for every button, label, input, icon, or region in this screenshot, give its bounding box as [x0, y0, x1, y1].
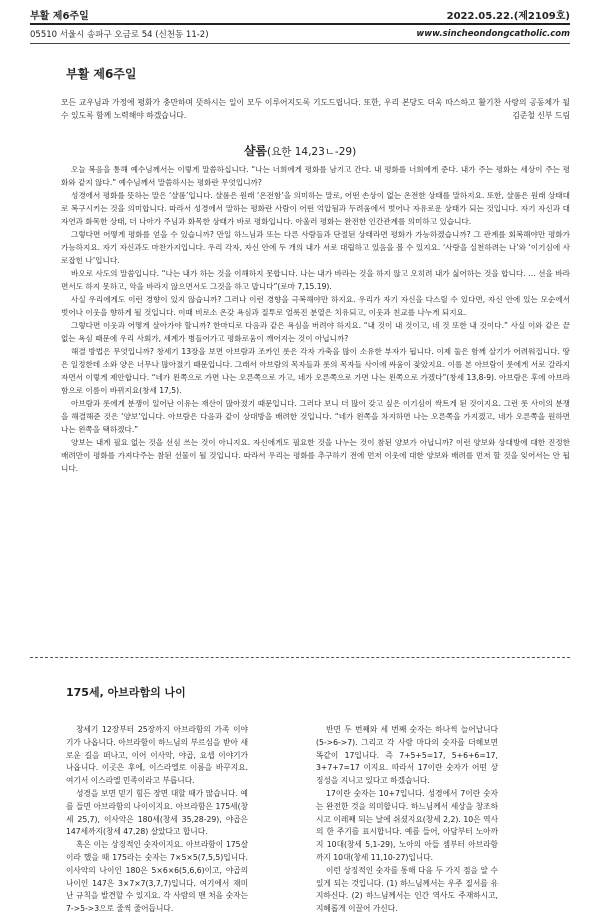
- sermon-paragraph: 해결 방법은 무엇입니까? 창세기 13장을 보면 아브람과 조카인 롯은 각자 가축을 많이 소유한 부자가 됩니다. 이제 둘은 함께 살기가 어려워집니다. 땅은 일정한데 소와 양은 너무나 많아졌기 때문입니다. 그래서 아브람의 목자들과 롯의 목자들 사이에 싸움이 잦았지요. 이를 본 아브람이 롯에게 서로 갈라지자면서 이렇게 제안합니다. “네가 왼쪽으로 가면 나는 오른쪽으로 가고, 네가 오른쪽으로 가면 나는 왼쪽으로 가겠다”(창세 13,8-9). 아브람은 후에 아브라함으로 이름이 바뀌지요(창세 17,5).: [61, 347, 570, 395]
- article-title: 175세, 아브라함의 나이: [66, 686, 186, 699]
- sermon-heading: [0, 142, 600, 159]
- masthead-sub: [30, 27, 570, 41]
- intro-block: [61, 96, 570, 122]
- intro-title: 부활 제6주일: [66, 67, 137, 81]
- article-paragraph: 혹은 이는 상징적인 숫자이지요. 아브라함이 175살이라 했을 때 175라는 숫자는 7×5×5(7,5,5)입니다. 이사악의 나이인 180은 5×6×6(5,6,6)이고, 야곱의 나이인 147은 3×7×7(3,7,7)입니다. 여기에서 재미난 규칙을 발견할 수 있지요. 각 사람의 맨 처음 숫자는 7->5->3으로 줄씩 줄어듭니다.: [66, 840, 248, 914]
- parish-address: 05510 서울시 송파구 오금로 54 (신천동 11-2): [30, 30, 209, 40]
- sermon-paragraph: 성경에서 평화를 뜻하는 말은 ‘샬롬’입니다. 샬롬은 원래 ‘온전함’을 의미하는 말로, 어떤 손상이 없는 온전한 상태를 말하지요. 또한, 샬롬은 원래 상태대로 복구시키는 것을 의미합니다. 따라서 성경에서 말하는 평화란 사람이 어떤 억압됨과 두려움에서 벗어나 자유로운 상태가 되는 것입니다. 자기 자신과 대자연과 화목한 상태, 더 나아가 주님과 화목한 상태가 바로 평화입니다. 아울러 평화는 완전한 인간관계를 의미하고 있습니다.: [61, 191, 570, 226]
- article-paragraph: 반면 두 번째와 세 번째 숫자는 하나씩 늘어납니다(5->6->7). 그리고 각 사람 마다의 숫자를 더해보면 똑같이 17입니다. 즉 7+5+5=17, 5+6+6=17, 3+7+7=17 이지요. 따라서 17이란 숫자가 어떤 상징성을 지니고 있다고 하겠습니다.: [316, 725, 498, 786]
- masthead-top: [30, 6, 570, 22]
- intro-text: 모든 교우님과 가정에 평화가 충만하며 뜻하시는 일이 모두 이루어지도록 기도드립니다. 또한, 우리 본당도 더욱 따스하고 활기찬 사랑의 공동체가 될 수 있도록 함께 노력해야 하겠습니다.: [61, 98, 570, 120]
- sermon-title: 샬롬: [243, 144, 267, 158]
- article-paragraph: 17이란 숫자는 10+7입니다. 성경에서 7이란 숫자는 완전한 것을 의미합니다. 하느님께서 세상을 창조하시고 이레째 되는 날에 쉬셨지요(창세 2,2). 10은 역사의 한 주기를 표시합니다. 예를 들어, 아담부터 노아까지 10대(창세 5,1-29), 노아의 아들 셈부터 아브라함까지 10대(창세 11,10-27)입니다.: [316, 788, 498, 862]
- masthead-rule-bottom: [30, 43, 570, 44]
- masthead-rule-top: [30, 23, 570, 25]
- sermon-paragraph: 아브람과 롯에게 분쟁이 일어난 이유는 재산이 많아졌기 때문입니다. 그러다 보니 더 많이 갖고 싶은 이기심이 싹트게 된 것이지요. 그런 롯 사이의 분쟁을 해결해준 것은 ‘양보’입니다. 아브람은 다음과 같이 상대방을 배려한 것입니다. “네가 왼쪽을 차지하면 나는 오른쪽을 가지겠고, 네가 오른쪽을 원하면 나는 왼쪽을 택하겠다.”: [61, 399, 570, 434]
- bulletin-section: 부활 제6주일: [30, 11, 89, 22]
- article-paragraph: 이런 상징적인 숫자를 통해 다음 두 가지 점을 알 수 있게 되는 것입니다. (1) 하느님께서는 우주 질서를 유지하신다. (2) 하느님께서는 인간 역사도 주재하시고, 지혜롭게 이끌어 가신다.: [316, 865, 498, 914]
- article-column-left: [66, 724, 248, 916]
- article-column-right: [316, 724, 498, 916]
- sermon-paragraph: 바오로 사도의 말씀입니다. “나는 내가 하는 것을 이해하지 못합니다. 나는 내가 바라는 것을 하지 않고 오히려 내가 싫어하는 것을 합니다. … 선을 바라면서도 하지 못하고, 악을 바라지 않으면서도 그것을 하고 맙니다”(로마 7,15.19).: [61, 269, 570, 291]
- issue-date: 2022.05.22.(제2109호): [446, 11, 570, 22]
- article-paragraph: 창세기 12장부터 25장까지 아브라함의 가족 이야기가 나옵니다. 아브라함이 하느님의 부르심을 받아 새로운 길을 떠나고, 이어 이사악, 야곱, 요셉 이야기가 나옵니다. 이곳은 후에, 이스라엘로 이름을 바꾸지요. 여기서 이스라엘 민족이라고 부릅니다.: [66, 725, 248, 786]
- sermon-paragraph: 사실 우리에게도 이런 경향이 있지 않습니까? 그러나 이런 경향을 극복해야만 하지요. 우리가 자기 자신을 다스릴 수 있다면, 자신 안에 있는 모순에서 벗어나 이웃을 향하게 될 것입니다. 이때 비로소 온갖 욕심과 질투로 얼룩진 분열은 치유되고, 이웃과 친교를 나누게 되지요.: [61, 295, 570, 317]
- sermon-body: [61, 163, 570, 475]
- sermon-paragraph: 오늘 복음을 통해 예수님께서는 이렇게 말씀하십니다. “나는 너희에게 평화를 남기고 간다. 내 평화를 너희에게 준다. 내가 주는 평화는 세상이 주는 평화와 같지 않다.” 예수님께서 말씀하시는 평화란 무엇입니까?: [61, 165, 570, 187]
- section-divider: [30, 657, 570, 658]
- sermon-paragraph: 그렇다면 어떻게 평화를 얻을 수 있습니까? 만일 하느님과 또는 다른 사람들과 단절된 상태라면 평화가 가능하겠습니까? 그 관계를 회복해야만 평화가 가능하지요. 자기 자신과도 마찬가지입니다. 우리 각자, 자신 안에 두 개의 내가 서로 대립하고 있음을 볼 수 있지요. ‘사랑을 실천하려는 나’와 ‘이기심에 사로잡힌 나’입니다.: [61, 230, 570, 265]
- article-paragraph: 성경을 보면 믿기 힘든 장면 대할 때가 많습니다. 예를 들면 아브라함의 나이이지요. 아브라함은 175세(창세 25,7), 이사악은 180세(창세 35,28-29), 야곱은 147세까지(창세 47,28) 살았다고 합니다.: [66, 788, 248, 837]
- sermon-reference: (요한 14,23ㄴ-29): [267, 146, 357, 158]
- intro-signature: 김준철 신부 드림: [512, 111, 570, 120]
- sermon-paragraph: 양보는 내게 필요 없는 것을 선심 쓰는 것이 아니지요. 자신에게도 필요한 것을 나누는 것이 참된 양보가 아닙니까? 이런 양보와 상대방에 대한 진정한 배려만이 평화를 가져다주는 참된 선물이 될 것입니다. 따라서 우리는 평화를 추구하기 전에 먼저 이웃에 대한 양보와 배려를 먼저 할 것을 잊어서는 안 됩니다.: [61, 438, 570, 473]
- parish-website[interactable]: www.sincheondongcatholic.com: [416, 29, 570, 39]
- sermon-paragraph: 그렇다면 이웃과 어떻게 살아가야 할니까? 한마디로 다음과 같은 욕심을 버려야 하지요. “내 것이 내 것이고, 네 것 또한 내 것이다.” 사실 이와 같은 끝없는 욕심 때문에 우리 사회가, 세계가 병들어가고 평화로움이 깨어지는 것이 아닙니까?: [61, 321, 570, 343]
